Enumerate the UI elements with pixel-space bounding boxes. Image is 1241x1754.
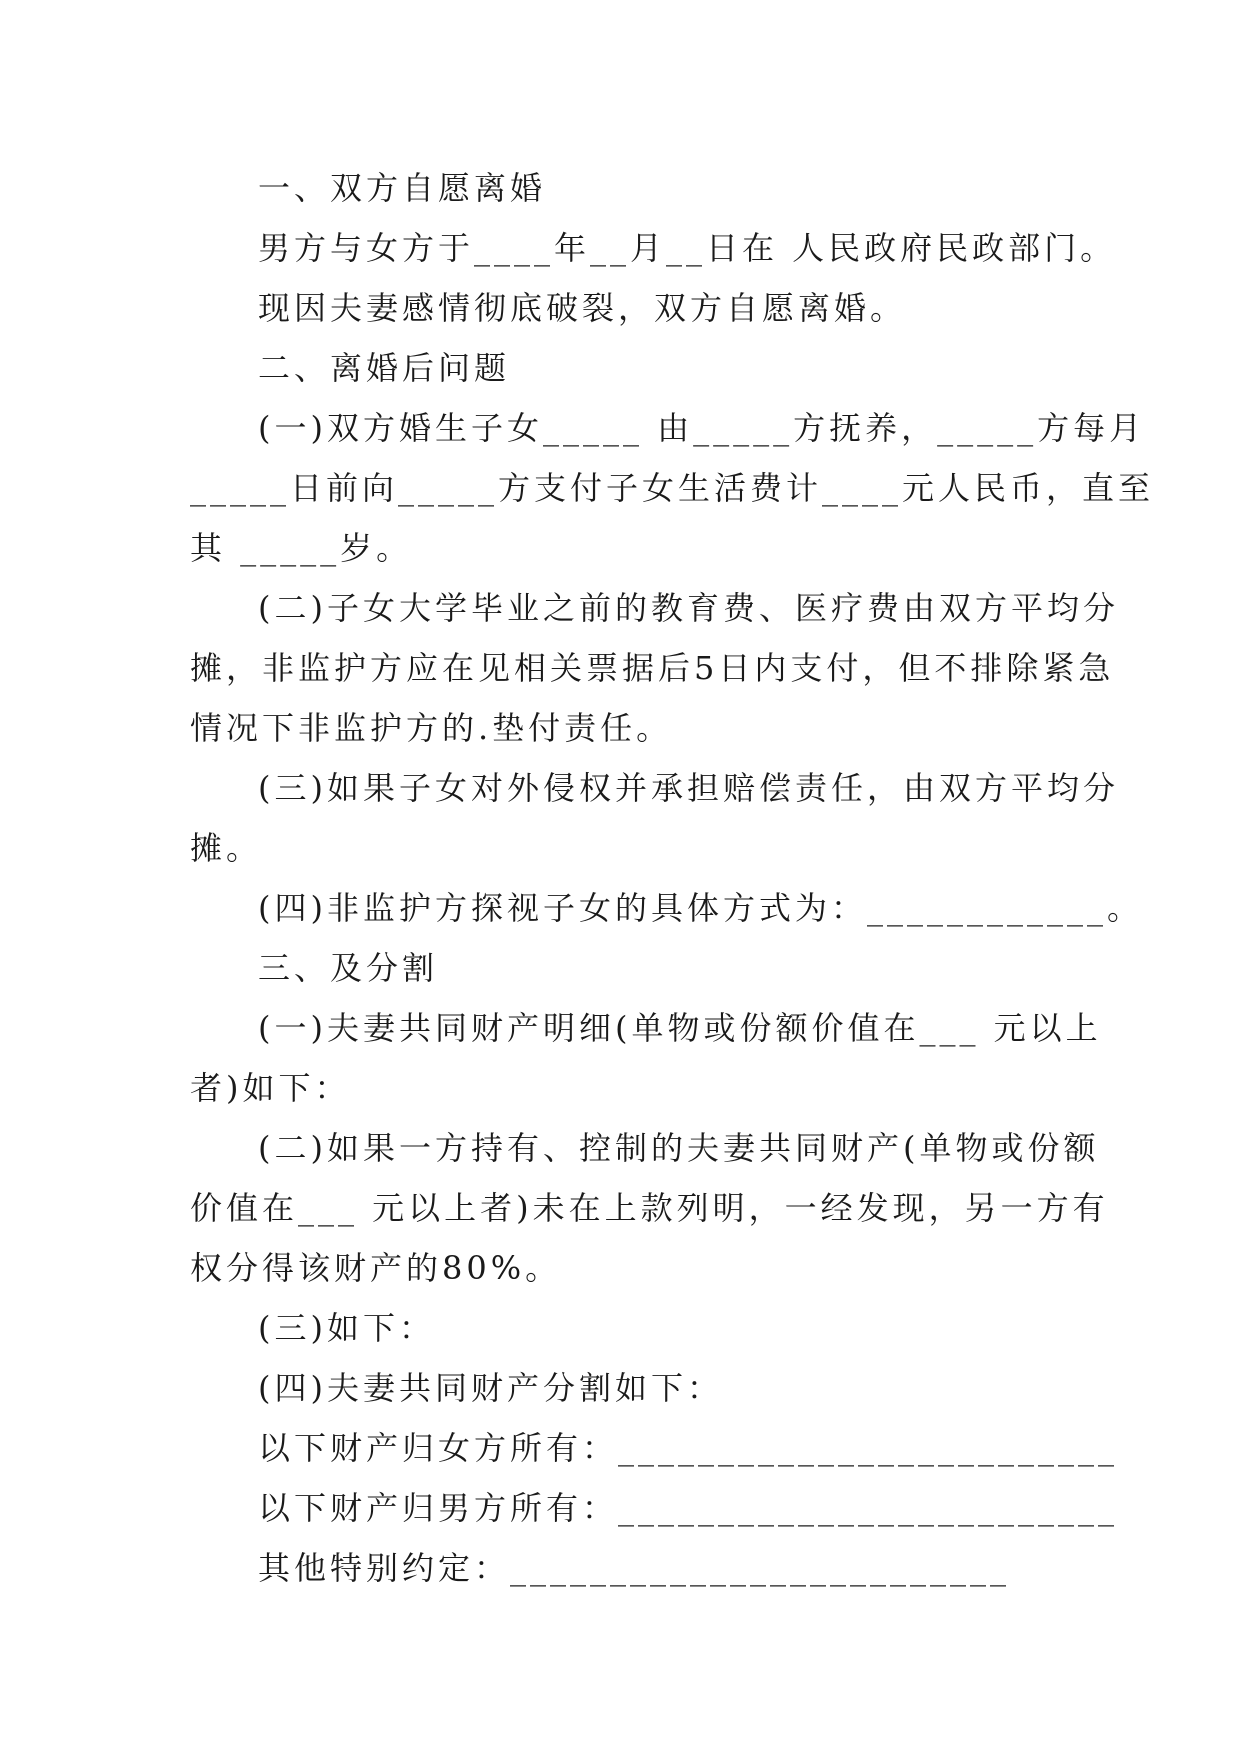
paragraph-line: 以下财产归男方所有：_________________________ — [258, 1489, 1119, 1527]
paragraph-line: 以下财产归女方所有：_________________________ — [258, 1429, 1119, 1467]
section-heading-3: 三、及分割 — [258, 949, 439, 987]
section-heading-1: 一、双方自愿离婚 — [258, 169, 547, 207]
paragraph-line: 摊。 — [190, 829, 263, 867]
paragraph-line: (一)夫妻共同财产明细(单物或份额价值在___ 元以上 — [258, 1009, 1102, 1047]
paragraph-line: 其他特别约定：_________________________ — [258, 1549, 1011, 1587]
paragraph-line: 现因夫妻感情彻底破裂，双方自愿离婚。 — [258, 289, 907, 327]
paragraph-line: 价值在___ 元以上者)未在上款列明，一经发现，另一方有 — [190, 1189, 1109, 1227]
paragraph-line: 其 _____岁。 — [190, 529, 413, 567]
paragraph-line: 权分得该财产的80%。 — [190, 1249, 562, 1287]
paragraph-line: 男方与女方于____年__月__日在 人民政府民政部门。 — [258, 229, 1117, 267]
paragraph-line: (四)非监护方探视子女的具体方式为：____________。 — [258, 889, 1143, 927]
paragraph-line: 摊，非监护方应在见相关票据后5日内支付，但不排除紧急 — [190, 649, 1115, 687]
paragraph-line: (二)如果一方持有、控制的夫妻共同财产(单物或份额 — [258, 1129, 1100, 1167]
paragraph-line: 者)如下： — [190, 1069, 351, 1107]
document-body — [190, 158, 1155, 1598]
paragraph-line: (四)夫妻共同财产分割如下： — [258, 1369, 723, 1407]
paragraph-line: 情况下非监护方的.垫付责任。 — [190, 709, 673, 747]
paragraph-line: (二)子女大学毕业之前的教育费、医疗费由双方平均分 — [258, 589, 1119, 627]
paragraph-line: (三)如果子女对外侵权并承担赔偿责任，由双方平均分 — [258, 769, 1119, 807]
paragraph-line: _____日前向_____方支付子女生活费计____元人民币，直至 — [190, 469, 1155, 507]
paragraph-line: (一)双方婚生子女_____ 由_____方抚养，_____方每月 — [258, 409, 1146, 447]
paragraph-line: (三)如下： — [258, 1309, 435, 1347]
section-heading-2: 二、离婚后问题 — [258, 349, 511, 387]
